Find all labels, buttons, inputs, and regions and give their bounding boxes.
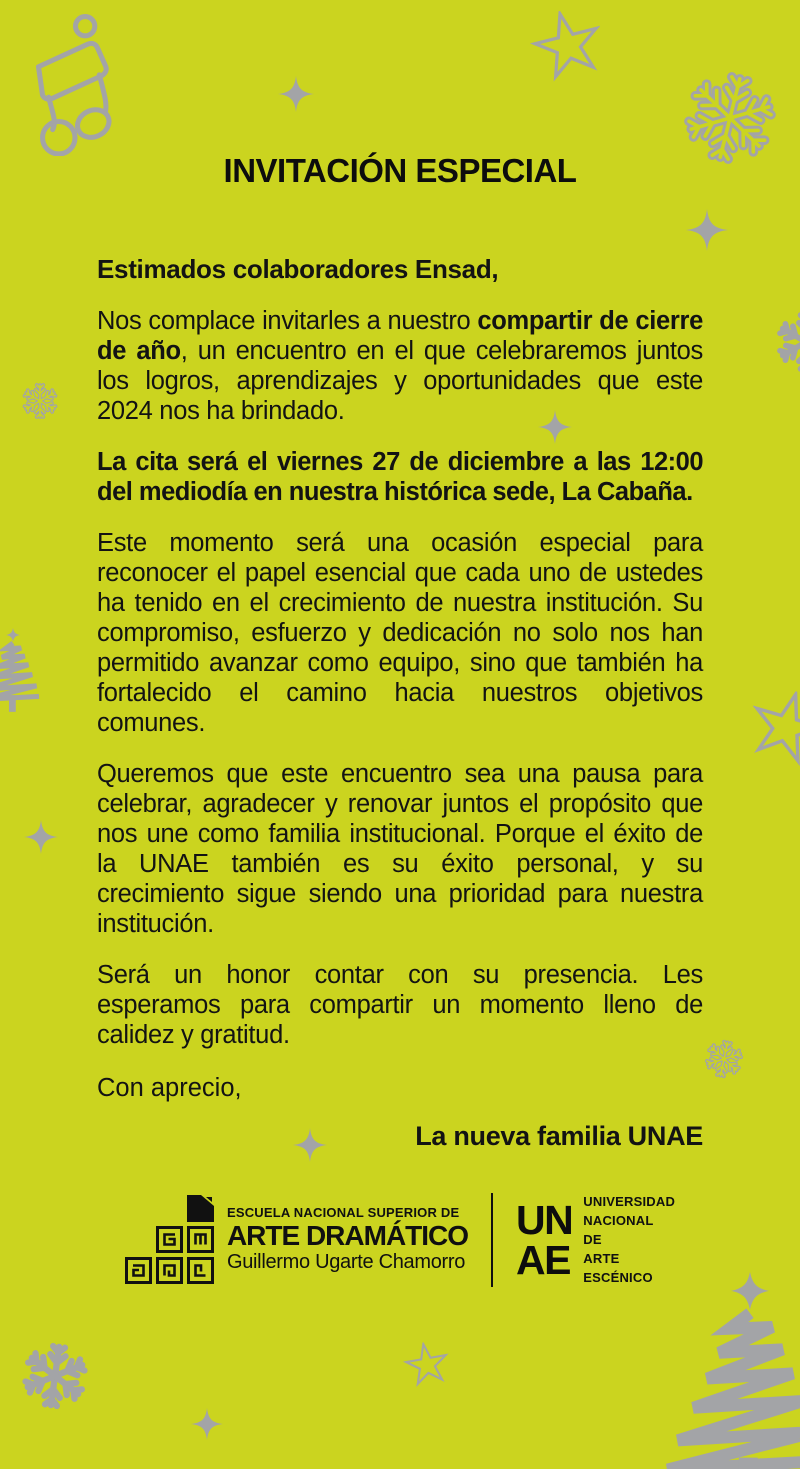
unae-line-5: ESCÉNICO xyxy=(583,1270,653,1285)
paragraph-purpose: Queremos que este encuentro sea una pausa para celebrar, agradecer y renovar juntos el propósito que nos une como familia institucional. Porque el éxito de la UNAE también es su éxito personal, y su crecimiento sigue siendo una prioridad para nuestra institución. xyxy=(97,760,703,938)
ensad-logo xyxy=(125,1195,468,1284)
signoff-line: Con aprecio, xyxy=(97,1074,242,1102)
ensad-line-2: ARTE DRAMÁTICO xyxy=(226,1220,469,1251)
footer-logos xyxy=(0,1192,800,1287)
unae-logo-text xyxy=(583,1192,675,1287)
unae-line-3: DE xyxy=(583,1232,602,1247)
paragraph-invitation-text: Nos complace invitarles a nuestro xyxy=(97,307,478,335)
ensad-tile-s xyxy=(125,1257,152,1284)
ensad-line-3: Guillermo Ugarte Chamorro xyxy=(226,1251,466,1273)
ensad-tile-e xyxy=(156,1226,183,1253)
ensad-logo-mark xyxy=(125,1195,214,1284)
ensad-line-1: ESCUELA NACIONAL SUPERIOR DE xyxy=(226,1205,460,1220)
paragraph-recognition: Este momento será una ocasión especial para reconocer el papel esencial que cada uno de ustedes ha tenido en el crecimiento de nuestra institución. Su compromiso, esfuerzo y dedicación no solo nos han permitido avanzar como equipo, sino que también ha fortalecido el camino hacia nuestros objetivos comunes. xyxy=(97,529,703,737)
paragraph-invitation-highlight: compartir de cierre de año xyxy=(97,307,703,365)
greeting-line: Estimados colaboradores Ensad, xyxy=(97,254,499,284)
unae-mark-line-1: UN xyxy=(516,1196,573,1243)
paragraph-invitation-text: , un encuentro en el que celebraremos juntos los logros, aprendizajes y oportunidades que este 2024 nos ha brindado. xyxy=(97,337,703,425)
ensad-logo-text xyxy=(227,1205,468,1274)
logo-divider xyxy=(491,1193,493,1287)
paragraph-invitation xyxy=(97,306,703,426)
ensad-tile-d xyxy=(187,1257,214,1284)
unae-line-2: NACIONAL xyxy=(583,1213,654,1228)
unae-logo-mark xyxy=(516,1196,573,1283)
signature-line: La nueva familia UNAE xyxy=(415,1121,703,1151)
paragraph-closing: Será un honor contar con su presencia. Les esperamos para compartir un momento lleno de calidez y gratitud. xyxy=(97,961,703,1049)
page-title: INVITACIÓN ESPECIAL xyxy=(223,152,577,189)
unae-line-1: UNIVERSIDAD xyxy=(583,1194,676,1209)
paragraph-date-venue: La cita será el viernes 27 de diciembre a las 12:00 del mediodía en nuestra histórica sede, La Cabaña. xyxy=(97,448,703,506)
ensad-tile-solid xyxy=(187,1195,214,1222)
ensad-tile-a xyxy=(156,1257,183,1284)
ensad-tile-n xyxy=(187,1226,214,1253)
unae-line-4: ARTE xyxy=(583,1251,620,1266)
unae-mark-line-2: AE xyxy=(516,1236,571,1283)
unae-logo xyxy=(516,1192,675,1287)
